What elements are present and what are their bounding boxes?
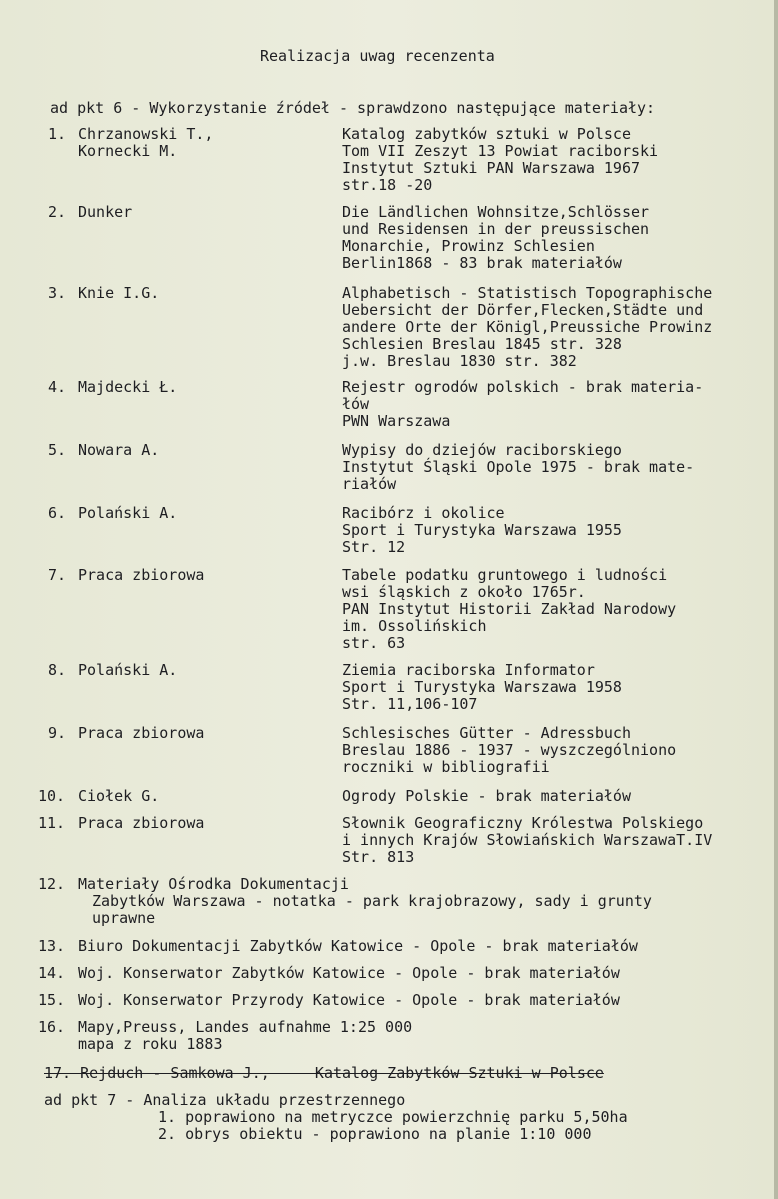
- entry-number: 15.: [38, 991, 66, 1009]
- entry-description: Ziemia raciborska Informator: [342, 661, 595, 679]
- intro-line: ad pkt 6 - Wykorzystanie źródeł - sprawdzono następujące materiały:: [50, 99, 656, 117]
- entry-description: Berlin1868 - 83 brak materiałów: [342, 254, 622, 272]
- entry-number: 12.: [38, 875, 66, 893]
- entry-description: Tabele podatku gruntowego i ludności: [342, 566, 668, 584]
- entry-number: 10.: [38, 787, 66, 805]
- entry-description: Schlesisches Gütter - Adressbuch: [342, 724, 631, 742]
- entry-number: 3.: [48, 284, 67, 302]
- entry-text: Woj. Konserwator Przyrody Katowice - Opole - brak materiałów: [78, 991, 620, 1009]
- entry-text: mapa z roku 1883: [78, 1035, 223, 1053]
- entry-description: und Residensen in der preussischen: [342, 220, 650, 238]
- entry-description: im. Ossolińskich: [342, 617, 487, 635]
- entry-description: Racibórz i okolice: [342, 504, 505, 522]
- entry-description: j.w. Breslau 1830 str. 382: [342, 352, 577, 370]
- entry-number: 6.: [48, 504, 67, 522]
- entry-number: 14.: [38, 964, 66, 982]
- entry-description: PAN Instytut Historii Zakład Narodowy: [342, 600, 677, 618]
- entry-description: łów: [342, 395, 370, 413]
- entry-description: Słownik Geograficzny Królestwa Polskiego: [342, 814, 704, 832]
- entry-description: Str. 11,106-107: [342, 695, 478, 713]
- entry-number: 8.: [48, 661, 67, 679]
- struck-entry: 17. Rejduch - Samkowa J., Katalog Zabytków Sztuki w Polsce: [44, 1064, 604, 1082]
- entry-author: Ciołek G.: [78, 787, 160, 805]
- entry-description: Str. 813: [342, 848, 415, 866]
- entry-text: Biuro Dokumentacji Zabytków Katowice - Opole - brak materiałów: [78, 937, 638, 955]
- entry-author: Praca zbiorowa: [78, 566, 205, 584]
- entry-description: Uebersicht der Dörfer,Flecken,Städte und: [342, 301, 704, 319]
- entry-number: 11.: [38, 814, 66, 832]
- entry-description: Katalog zabytków sztuki w Polsce: [342, 125, 631, 143]
- entry-description: Monarchie, Prowinz Schlesien: [342, 237, 595, 255]
- entry-description: i innych Krajów Słowiańskich WarszawaT.IV: [342, 831, 713, 849]
- entry-description: str.18 -20: [342, 176, 433, 194]
- entry-number: 2.: [48, 203, 67, 221]
- entry-description: Rejestr ogrodów polskich - brak materia-: [342, 378, 704, 396]
- entry-author: Kornecki M.: [78, 142, 178, 160]
- document-title: Realizacja uwag recenzenta: [260, 47, 495, 65]
- entry-text: uprawne: [92, 909, 156, 927]
- entry-description: Tom VII Zeszyt 13 Powiat raciborski: [342, 142, 659, 160]
- entry-author: Nowara A.: [78, 441, 160, 459]
- entry-number: 16.: [38, 1018, 66, 1036]
- pkt7-item: 2. obrys obiektu - poprawiono na planie 1:10 000: [158, 1125, 592, 1143]
- entry-author: Chrzanowski T.,: [78, 125, 214, 143]
- entry-description: Die Ländlichen Wohnsitze,Schlösser: [342, 203, 650, 221]
- entry-description: Sport i Turystyka Warszawa 1958: [342, 678, 622, 696]
- entry-author: Majdecki Ł.: [78, 378, 178, 396]
- entry-text: Mapy,Preuss, Landes aufnahme 1:25 000: [78, 1018, 413, 1036]
- entry-description: Str. 12: [342, 538, 406, 556]
- entry-author: Polański A.: [78, 504, 178, 522]
- entry-text: Zabytków Warszawa - notatka - park krajobrazowy, sady i grunty: [92, 892, 652, 910]
- entry-number: 5.: [48, 441, 67, 459]
- entry-description: Wypisy do dziejów raciborskiego: [342, 441, 622, 459]
- entry-description: andere Orte der Königl,Preussiche Prowinz: [342, 318, 713, 336]
- entry-description: Instytut Sztuki PAN Warszawa 1967: [342, 159, 641, 177]
- entry-description: Instytut Śląski Opole 1975 - brak mate-: [342, 458, 695, 476]
- entry-text: Materiały Ośrodka Dokumentacji: [78, 875, 349, 893]
- entry-description: Schlesien Breslau 1845 str. 328: [342, 335, 622, 353]
- entry-description: Alphabetisch - Statistisch Topographische: [342, 284, 713, 302]
- entry-description: PWN Warszawa: [342, 412, 451, 430]
- entry-author: Praca zbiorowa: [78, 724, 205, 742]
- pkt7-item: 1. poprawiono na metryczce powierzchnię parku 5,50ha: [158, 1108, 628, 1126]
- entry-number: 4.: [48, 378, 67, 396]
- entry-number: 13.: [38, 937, 66, 955]
- entry-number: 9.: [48, 724, 67, 742]
- entry-author: Praca zbiorowa: [78, 814, 205, 832]
- entry-author: Dunker: [78, 203, 133, 221]
- entry-description: wsi śląskich z około 1765r.: [342, 583, 586, 601]
- entry-description: Sport i Turystyka Warszawa 1955: [342, 521, 622, 539]
- entry-description: Breslau 1886 - 1937 - wyszczególniono: [342, 741, 677, 759]
- entry-description: roczniki w bibliografii: [342, 758, 550, 776]
- entry-number: 7.: [48, 566, 67, 584]
- entry-description: str. 63: [342, 634, 406, 652]
- entry-author: Polański A.: [78, 661, 178, 679]
- pkt7-heading: ad pkt 7 - Analiza układu przestrzennego: [44, 1091, 406, 1109]
- entry-text: Woj. Konserwator Zabytków Katowice - Opole - brak materiałów: [78, 964, 620, 982]
- page-edge: [774, 0, 778, 1199]
- entry-author: Knie I.G.: [78, 284, 160, 302]
- entry-description: Ogrody Polskie - brak materiałów: [342, 787, 631, 805]
- entry-number: 1.: [48, 125, 67, 143]
- entry-description: riałów: [342, 475, 397, 493]
